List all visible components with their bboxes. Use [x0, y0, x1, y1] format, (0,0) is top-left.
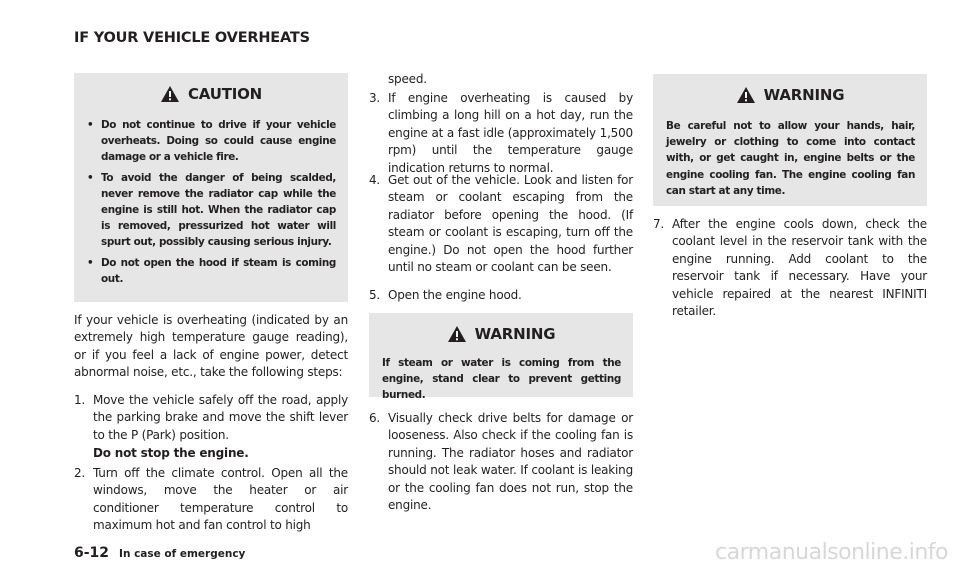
step-number: 6.: [369, 411, 381, 425]
caution-item: • Do not open the hood if steam is coming out.: [87, 255, 336, 287]
step-number: 4.: [369, 173, 381, 187]
watermark: carmanualsonline.info: [715, 540, 948, 565]
warning-text: Be careful not to allow your hands, hair, jewelry or clothing to come into contact with, or get caught in, engine belts or the engine cooling fan. The engine cooling fan can start at any time.: [666, 120, 915, 197]
warning-triangle-icon: [447, 325, 467, 343]
warning-triangle-icon: [736, 86, 756, 104]
step-text: Get out of the vehicle. Look and listen for steam or coolant escaping from the radiator before opening the hood. (If steam or coolant is escaping, turn off the engine.) Do not open the hood further until no steam or coolant can be seen.: [388, 173, 633, 275]
warning-box-1: [369, 311, 633, 402]
step-2-continued: speed.: [388, 72, 427, 86]
step-text: Visually check drive belts for damage or looseness. Also check if the cooling fan is running. The radiator hoses and radiator should not leak water. If coolant is leaking or the cooling fan does not run, stop the engine.: [388, 411, 633, 513]
step-number: 1.: [74, 393, 86, 407]
chapter-name: In case of emergency: [119, 548, 246, 560]
step-number: 5.: [369, 288, 381, 302]
section-title: IF YOUR VEHICLE OVERHEATS: [74, 30, 310, 46]
step-text: Open the engine hood.: [388, 288, 522, 302]
caution-item: • Do not continue to drive if your vehicle overheats. Doing so could cause engine damage or a vehicle fire.: [87, 117, 336, 166]
caution-box: [74, 71, 348, 302]
step-5: [369, 287, 633, 304]
step-number: 2.: [74, 466, 86, 480]
warning-header: [653, 86, 927, 104]
warning-header: [369, 325, 633, 343]
step-6: [369, 410, 633, 514]
step-4: [369, 172, 633, 276]
warning-box-2: [653, 72, 927, 206]
warning-triangle-icon: [160, 85, 180, 103]
step-7: [653, 216, 927, 320]
page-footer: [74, 545, 245, 561]
warning-title: WARNING: [474, 325, 556, 343]
caution-item: • To avoid the danger of being scalded, never remove the radiator cap while the engine is still hot. When the radiator cap is removed, pressurized hot water will spurt out, possibly causing serious injury.: [87, 170, 336, 251]
warning-text: If steam or water is coming from the engine, stand clear to prevent getting burned.: [382, 357, 621, 402]
intro-paragraph: If your vehicle is overheating (indicated by an extremely high temperature gauge reading), or if you feel a lack of engine power, detect abnormal noise, etc., take the following steps:: [74, 313, 348, 380]
step-1: [74, 392, 348, 444]
step-text: If engine overheating is caused by climbing a long hill on a hot day, run the engine at a fast idle (approximately 1,500 rpm) until the temperature gauge indication returns to normal.: [388, 91, 633, 175]
warning-title: WARNING: [763, 86, 845, 104]
step-text: Move the vehicle safely off the road, apply the parking brake and move the shift lever to the P (Park) position.: [93, 393, 348, 442]
page-number: 6-12: [74, 545, 110, 561]
caution-header: [74, 85, 348, 103]
step-text: Turn off the climate control. Open all the windows, move the heater or air conditioner temperature control to maximum hot and fan control to high: [93, 466, 348, 533]
step-text: After the engine cools down, check the coolant level in the reservoir tank with the engine running. Add coolant to the reservoir tank if necessary. Have your vehicle repaired at the nearest INFINITI retailer.: [672, 217, 927, 319]
step-number: 7.: [653, 217, 665, 231]
step-1-note: Do not stop the engine.: [93, 446, 249, 460]
step-2: [74, 465, 348, 535]
step-number: 3.: [369, 91, 381, 105]
caution-title: CAUTION: [187, 85, 263, 103]
caution-list: [74, 117, 348, 287]
step-3: [369, 90, 633, 177]
